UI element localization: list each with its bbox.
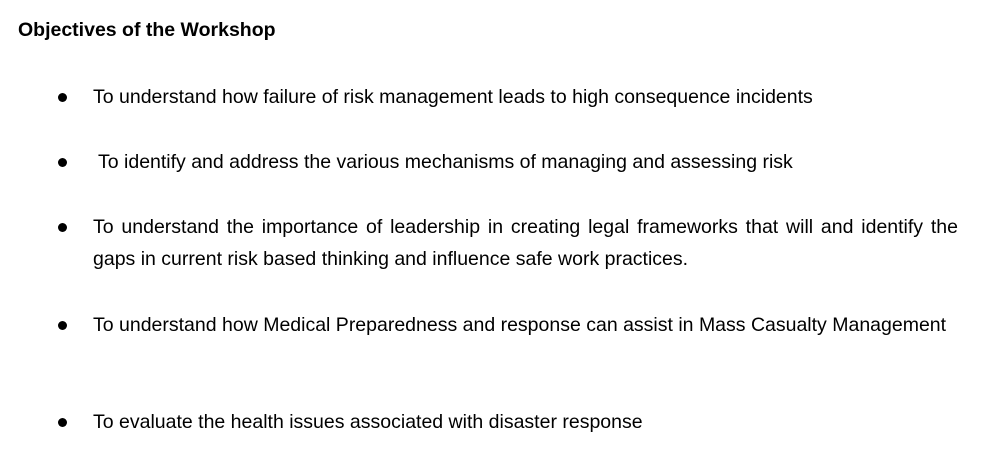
bullet-icon [58, 223, 67, 232]
bullet-icon [58, 321, 67, 330]
bullet-icon [58, 158, 67, 167]
objective-text: To identify and address the various mechanisms of managing and assessing risk [98, 151, 793, 173]
objective-text: To understand the importance of leadership in creating legal frameworks that will and identify the gaps in current risk based thinking and influence safe work practices. [93, 216, 958, 270]
objective-text: To evaluate the health issues associated with disaster response [93, 411, 643, 433]
objective-text: To understand how failure of risk management leads to high consequence incidents [93, 86, 813, 108]
bullet-icon [58, 418, 67, 427]
section-heading: Objectives of the Workshop [18, 19, 276, 41]
bullet-icon [58, 93, 67, 102]
objective-text: To understand how Medical Preparedness and response can assist in Mass Casualty Management [93, 314, 947, 336]
